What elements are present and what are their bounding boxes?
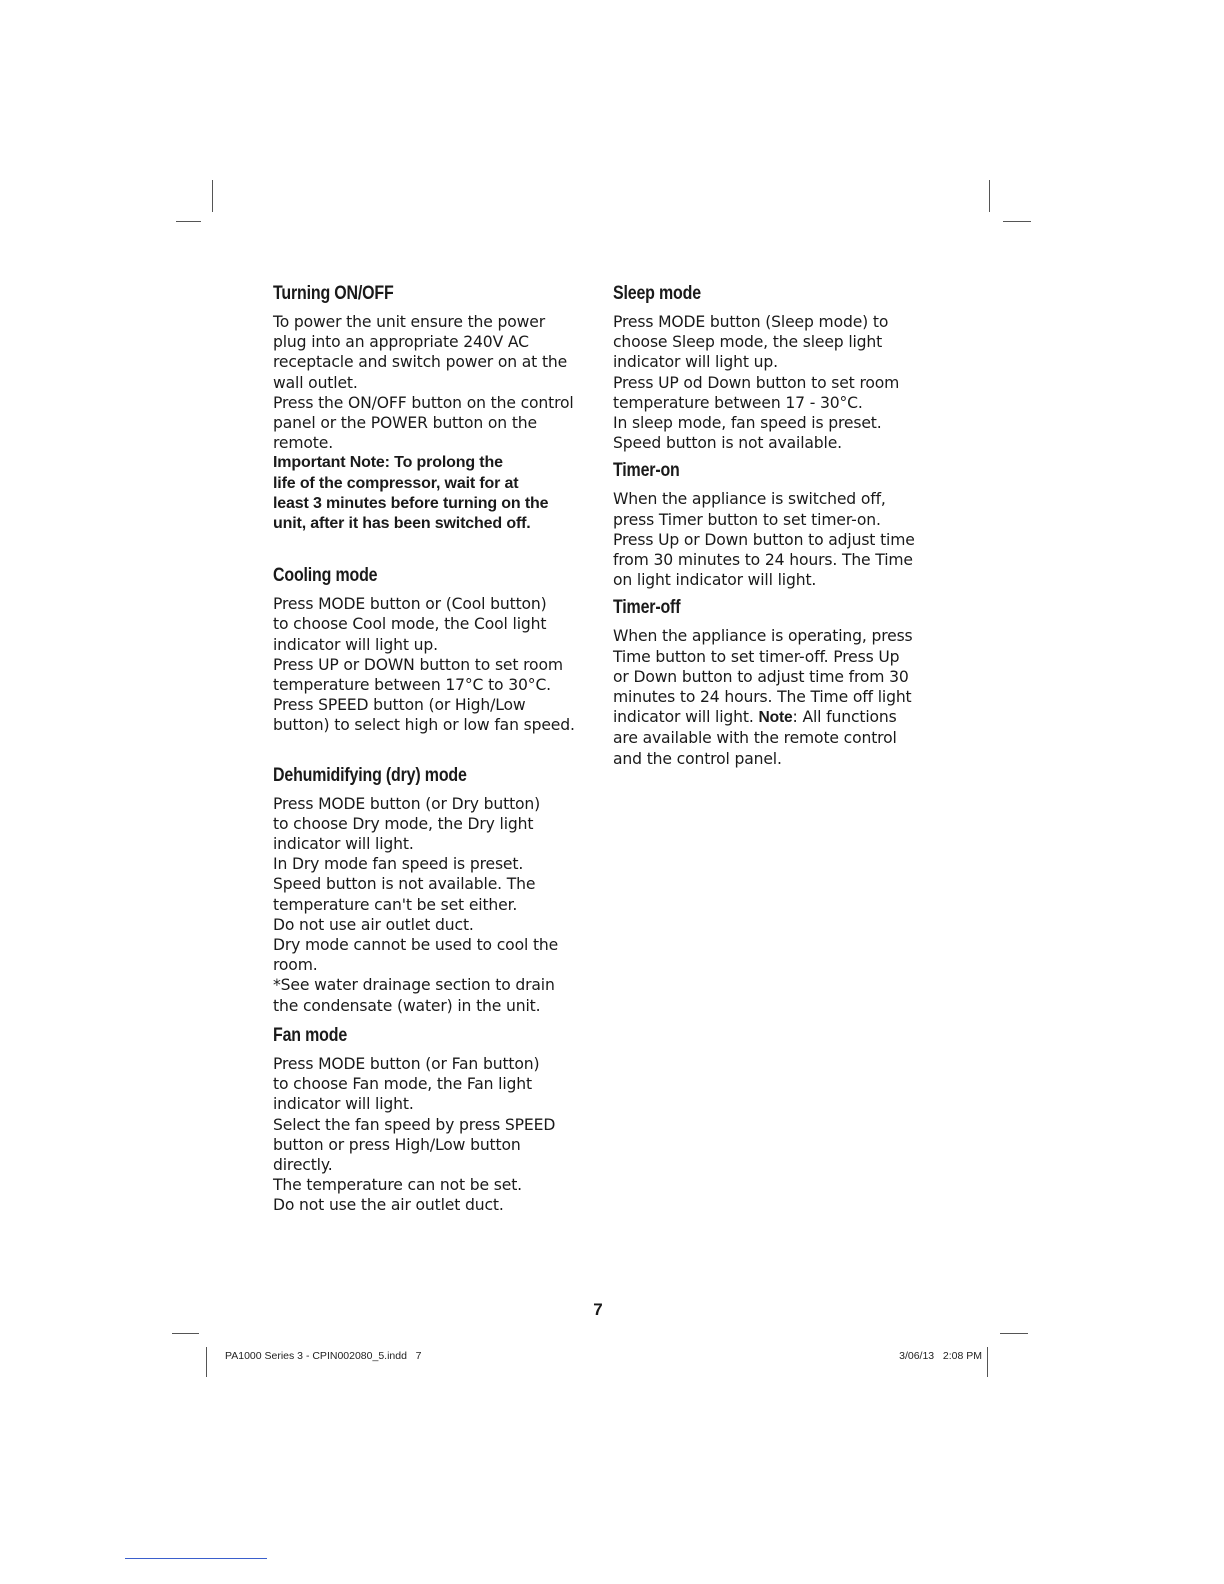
body-line: Press UP or DOWN button to set room — [273, 655, 563, 674]
body-line: are available with the remote control — [613, 729, 897, 748]
note-line-suffix: : All functions — [792, 708, 897, 727]
body-line: Press SPEED button (or High/Low — [273, 696, 526, 715]
crop-mark-top-right-v — [989, 180, 990, 212]
section-sleep-mode — [613, 282, 943, 453]
crop-mark-bottom-right-h — [1000, 1333, 1028, 1334]
crop-mark-bottom-right-v — [987, 1347, 988, 1377]
body-line: temperature between 17°C to 30°C. — [273, 676, 551, 695]
important-note-line: life of the compressor, wait for at — [273, 474, 519, 492]
body-line: button or press High/Low button — [273, 1135, 521, 1154]
note-line-prefix: indicator will light. — [613, 708, 759, 727]
important-note-line: least 3 minutes before turning on the — [273, 494, 549, 512]
section-dehumidifying-mode — [273, 764, 593, 1016]
body-line: button) to select high or low fan speed. — [273, 716, 575, 735]
crop-mark-top-right-h — [1003, 221, 1031, 222]
crop-mark-bottom-left-h — [172, 1333, 199, 1334]
body-line: temperature can't be set either. — [273, 895, 518, 914]
body-line: Speed button is not available. The — [273, 875, 536, 894]
important-note-line: Important Note: To prolong the — [273, 454, 503, 472]
body-line: room. — [273, 956, 318, 975]
body-line: In Dry mode fan speed is preset. — [273, 855, 524, 874]
body-line: or Down button to adjust time from 30 — [613, 667, 909, 686]
link-underline — [125, 1558, 267, 1559]
section-turning-on-off — [273, 282, 593, 534]
body-line: Press MODE button (or Dry button) — [273, 794, 541, 813]
body-line: When the appliance is switched off, — [613, 490, 886, 509]
body-line: choose Sleep mode, the sleep light — [613, 333, 883, 352]
body-line: In sleep mode, fan speed is preset. — [613, 414, 882, 433]
body-line: Press UP od Down button to set room — [613, 373, 900, 392]
body-line: Press MODE button or (Cool button) — [273, 595, 547, 614]
body-line: minutes to 24 hours. The Time off light — [613, 688, 912, 707]
body-line: Do not use air outlet duct. — [273, 915, 474, 934]
body-line: Do not use the air outlet duct. — [273, 1196, 504, 1215]
body-line: indicator will light. — [273, 835, 414, 854]
note-line — [613, 707, 943, 728]
body-line: *See water drainage section to drain — [273, 976, 555, 995]
section-cooling-mode — [273, 564, 593, 735]
body-line: receptacle and switch power on at the — [273, 353, 568, 372]
section-heading: Timer-off — [613, 597, 681, 619]
body-line: Press MODE button (or Fan button) — [273, 1054, 540, 1073]
body-line: To power the unit ensure the power — [273, 313, 545, 331]
section-heading: Fan mode — [273, 1024, 348, 1046]
crop-mark-top-left-h — [176, 221, 201, 222]
body-line: When the appliance is operating, press — [613, 627, 913, 646]
body-line: to choose Fan mode, the Fan light — [273, 1075, 532, 1094]
body-line: remote. — [273, 434, 334, 453]
body-line: Press Up or Down button to adjust time — [613, 530, 915, 549]
body-line: Press the ON/OFF button on the control — [273, 393, 574, 412]
crop-mark-top-left-v — [212, 180, 213, 212]
crop-mark-bottom-left-v — [206, 1347, 207, 1377]
section-heading: Sleep mode — [613, 283, 701, 304]
body-line: plug into an appropriate 240V AC — [273, 333, 529, 352]
slug-file-info: PA1000 Series 3 - CPIN002080_5.indd 7 — [225, 1350, 422, 1362]
section-fan-mode — [273, 1024, 593, 1216]
body-line: Time button to set timer-off. Press Up — [613, 647, 900, 666]
body-line: temperature between 17 - 30°C. — [613, 393, 863, 412]
body-line: Dry mode cannot be used to cool the — [273, 936, 559, 955]
slug-date-time: 3/06/13 2:08 PM — [899, 1350, 982, 1362]
body-line: Speed button is not available. — [613, 434, 842, 453]
body-line: from 30 minutes to 24 hours. The Time — [613, 551, 913, 570]
section-heading: Timer-on — [613, 460, 680, 482]
body-line: the condensate (water) in the unit. — [273, 996, 541, 1015]
body-line: directly. — [273, 1155, 333, 1174]
section-timer-on — [613, 459, 943, 590]
body-line: wall outlet. — [273, 373, 358, 392]
section-heading: Dehumidifying (dry) mode — [273, 764, 467, 786]
body-line: Press MODE button (Sleep mode) to — [613, 313, 889, 331]
important-note-line: unit, after it has been switched off. — [273, 515, 531, 533]
body-line: panel or the POWER button on the — [273, 414, 537, 433]
note-label: Note — [758, 709, 793, 727]
section-heading: Turning ON/OFF — [273, 283, 394, 304]
body-line: press Timer button to set timer-on. — [613, 510, 881, 529]
body-line: on light indicator will light. — [613, 571, 817, 590]
body-line: Select the fan speed by press SPEED — [273, 1115, 556, 1134]
body-line: indicator will light up. — [613, 353, 778, 372]
section-timer-off — [613, 596, 943, 768]
body-line: to choose Dry mode, the Dry light — [273, 814, 534, 833]
body-line: indicator will light. — [273, 1095, 414, 1114]
body-line: to choose Cool mode, the Cool light — [273, 615, 547, 634]
section-heading: Cooling mode — [273, 565, 378, 587]
right-column — [613, 282, 943, 769]
body-line: and the control panel. — [613, 749, 782, 768]
left-column — [273, 282, 593, 1216]
body-line: The temperature can not be set. — [273, 1176, 522, 1195]
page-number: 7 — [593, 1300, 603, 1319]
body-line: indicator will light up. — [273, 635, 438, 654]
